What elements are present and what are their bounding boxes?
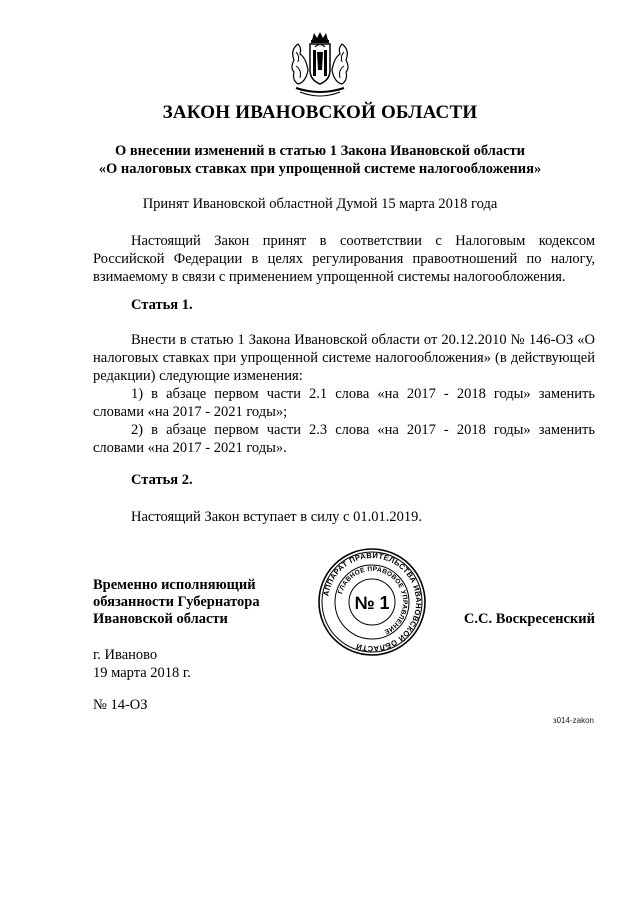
- stamp-number: № 1: [354, 593, 390, 613]
- official-stamp: [316, 546, 428, 658]
- preamble-text: Настоящий Закон принят в соответствии с Налоговым кодексом Российской Федерации в целях регулирования правоотношений по налогу, взимаемому в связи с применением упрощенной системы налогообложения.: [93, 233, 595, 285]
- place-and-date: [93, 646, 191, 682]
- signatory-position: [93, 577, 260, 628]
- article-1-body: [93, 331, 595, 457]
- article-2-body: [93, 508, 595, 526]
- article-2-heading: Статья 2.: [131, 472, 193, 488]
- article-1-item-1: 1) в абзаце первом части 2.1 слова «на 2017 - 2018 годы» заменить словами «на 2017 - 2021 годы»;: [93, 386, 595, 420]
- law-title: ЗАКОН ИВАНОВСКОЙ ОБЛАСТИ: [162, 102, 478, 123]
- preamble: [93, 232, 595, 286]
- stamp-outer-text: АППАРАТ ПРАВИТЕЛЬСТВА ИВАНОВСКОЙ ОБЛАСТИ: [321, 550, 424, 654]
- subject-line-2: «О налоговых ставках при упрощенной системе налогообложения»: [98, 161, 542, 177]
- adoption-line: Принят Ивановской областной Думой 15 марта 2018 года: [142, 196, 498, 212]
- signatory-position-line-2: обязанности Губернатора: [93, 594, 260, 610]
- article-1-intro: Внести в статью 1 Закона Ивановской области от 20.12.2010 № 146-ОЗ «О налоговых ставках при упрощенной системе налогообложения» (в действующей редакции) следующие изменения:: [93, 332, 595, 384]
- signatory-position-line-1: Временно исполняющий: [93, 577, 256, 593]
- article-1-item-2: 2) в абзаце первом части 2.3 слова «на 2017 - 2018 годы» заменить словами «на 2017 - 2021 годы».: [93, 422, 595, 456]
- signatory-position-line-3: Ивановской области: [93, 611, 228, 627]
- stamp-inner-text: ГЛАВНОЕ ПРАВОВОЕ УПРАВЛЕНИЕ: [337, 565, 409, 636]
- signing-date: 19 марта 2018 г.: [93, 665, 191, 681]
- subject-line-1: О внесении изменений в статью 1 Закона Ивановской области: [114, 143, 526, 159]
- law-subject: [40, 142, 600, 178]
- signing-place: г. Иваново: [93, 647, 158, 663]
- coat-of-arms-icon: [286, 30, 354, 100]
- article-2-text: Настоящий Закон вступает в силу с 01.01.2019.: [131, 509, 422, 525]
- law-number: № 14-ОЗ: [93, 697, 148, 713]
- file-code: з014-zakon: [552, 716, 594, 725]
- signatory-name: С.С. Воскресенский: [463, 611, 595, 627]
- article-1-heading: Статья 1.: [131, 297, 193, 313]
